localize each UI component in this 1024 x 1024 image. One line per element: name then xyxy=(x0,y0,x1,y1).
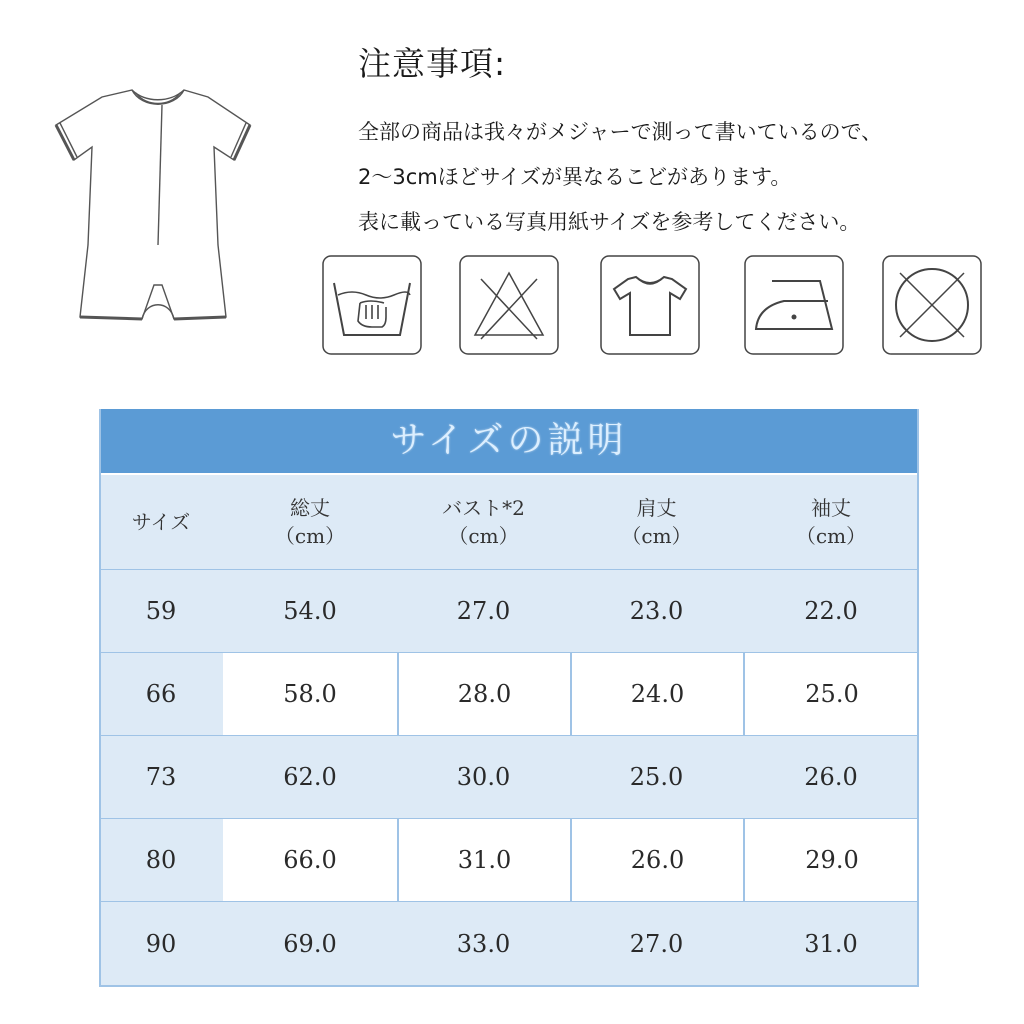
no-tumble-dry-icon xyxy=(882,255,982,355)
size-table-title: サイズの説明 xyxy=(99,409,919,475)
cell-total-length: 54.0 xyxy=(283,597,337,625)
header-sleeve-label: 袖丈 xyxy=(811,496,851,520)
header-sleeve xyxy=(743,475,919,569)
cell-size: 90 xyxy=(145,930,177,958)
cell-sleeve: 25.0 xyxy=(743,653,919,735)
cell-bust: 33.0 xyxy=(456,930,511,958)
size-table xyxy=(99,409,919,987)
cell-size: 59 xyxy=(145,597,177,625)
cell-shoulder: 23.0 xyxy=(629,597,684,625)
cell-size: 66 xyxy=(99,653,223,735)
cell-shoulder: 25.0 xyxy=(629,763,684,791)
cell-total-length: 69.0 xyxy=(283,930,337,958)
table-row xyxy=(99,736,919,819)
cell-total-length: 66.0 xyxy=(283,846,337,874)
header-shoulder-label: 肩丈 xyxy=(636,496,677,520)
header-size-label: サイズ xyxy=(131,510,191,534)
table-row xyxy=(99,653,919,736)
header-shoulder xyxy=(570,475,743,569)
cell-bust: 27.0 xyxy=(456,597,511,625)
hang-dry-icon xyxy=(600,255,700,355)
cell-shoulder: 26.0 xyxy=(570,819,743,901)
table-row xyxy=(99,819,919,902)
table-row xyxy=(99,902,919,987)
header-bust xyxy=(397,475,570,569)
header-total-length-unit: （cm） xyxy=(274,524,346,548)
notes-line-3: 表に載っている写真用紙サイズを参考してください。 xyxy=(358,210,861,234)
romper-illustration xyxy=(50,85,265,330)
iron-low-icon xyxy=(744,255,844,355)
notes-line-1: 全部の商品は我々がメジャーで測って書いているので、 xyxy=(358,120,883,144)
header-total-length-label: 総丈 xyxy=(290,496,330,520)
header-bust-label: バスト*2 xyxy=(442,496,525,520)
cell-shoulder: 24.0 xyxy=(570,653,743,735)
cell-total-length: 58.0 xyxy=(283,680,337,708)
table-row xyxy=(99,570,919,653)
cell-sleeve: 22.0 xyxy=(804,597,858,625)
notes-title: 注意事項: xyxy=(358,44,507,83)
cell-bust: 31.0 xyxy=(397,819,570,901)
hand-wash-icon xyxy=(322,255,422,355)
size-table-header-row xyxy=(99,475,919,570)
cell-sleeve: 26.0 xyxy=(804,763,858,791)
header-sleeve-unit: （cm） xyxy=(795,524,867,548)
header-bust-unit: （cm） xyxy=(448,524,519,548)
cell-size: 80 xyxy=(99,819,223,901)
cell-size: 73 xyxy=(145,763,177,791)
cell-bust: 30.0 xyxy=(456,763,511,791)
cell-sleeve: 31.0 xyxy=(804,930,858,958)
cell-total-length: 62.0 xyxy=(283,763,337,791)
header-shoulder-unit: （cm） xyxy=(621,524,692,548)
cell-bust: 28.0 xyxy=(397,653,570,735)
header-size xyxy=(99,475,223,569)
header-total-length xyxy=(223,475,397,569)
no-bleach-icon xyxy=(459,255,559,355)
cell-sleeve: 29.0 xyxy=(743,819,919,901)
cell-shoulder: 27.0 xyxy=(629,930,684,958)
notes-line-2: 2〜3cmほどサイズが異なるこどがあります。 xyxy=(358,165,792,189)
